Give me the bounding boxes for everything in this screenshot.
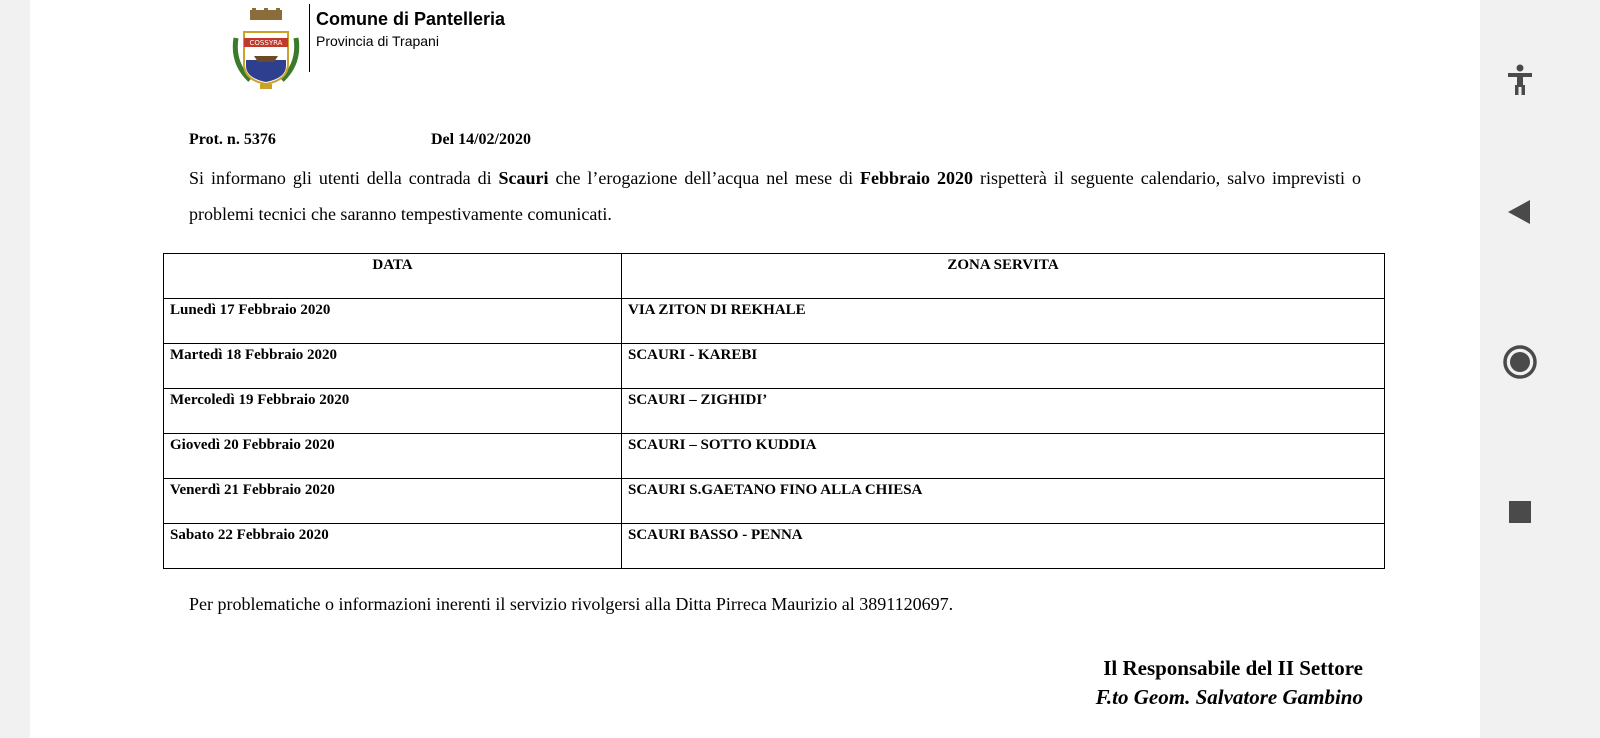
home-icon[interactable] [1500, 342, 1540, 382]
protocol-date: Del 14/02/2020 [431, 131, 531, 148]
date-cell: Lunedì 17 Febbraio 2020 [164, 299, 622, 344]
province-name: Provincia di Trapani [316, 33, 439, 49]
protocol-number: Prot. n. 5376 [189, 131, 276, 148]
table-row [164, 299, 1385, 344]
water-schedule-table [163, 253, 1385, 569]
zone-cell: SCAURI S.GAETANO FINO ALLA CHIESA [622, 479, 1385, 524]
date-cell: Mercoledì 19 Febbraio 2020 [164, 389, 622, 434]
table-row [164, 479, 1385, 524]
date-cell: Venerdì 21 Febbraio 2020 [164, 479, 622, 524]
municipal-crest [230, 8, 302, 90]
zone-cell: VIA ZITON DI REKHALE [622, 299, 1385, 344]
system-nav-bar [1480, 0, 1600, 738]
place-name: Scauri [498, 168, 549, 188]
document-page [30, 0, 1480, 738]
table-row [164, 524, 1385, 569]
signatory-name: F.to Geom. Salvatore Gambino [1095, 685, 1363, 709]
municipality-name: Comune di Pantelleria [316, 9, 506, 29]
signature-block [1096, 654, 1363, 712]
header-data: DATA [164, 254, 622, 299]
month-name: Febbraio 2020 [860, 168, 973, 188]
back-icon[interactable] [1500, 192, 1540, 232]
table-row [164, 389, 1385, 434]
recents-icon[interactable] [1500, 492, 1540, 532]
date-cell: Sabato 22 Febbraio 2020 [164, 524, 622, 569]
date-cell: Martedì 18 Febbraio 2020 [164, 344, 622, 389]
zone-cell: SCAURI BASSO - PENNA [622, 524, 1385, 569]
svg-text:COSSYRA: COSSYRA [249, 39, 283, 47]
table-row [164, 344, 1385, 389]
table-row [164, 434, 1385, 479]
table-header-row [164, 254, 1385, 299]
zone-cell: SCAURI – SOTTO KUDDIA [622, 434, 1385, 479]
zone-cell: SCAURI - KAREBI [622, 344, 1385, 389]
intro-paragraph: Si informano gli utenti della contrada di Scauri che l’erogazione dell’acqua nel mese di Febbraio 2020 rispetterà il seguente calendario, salvo imprevisti o problemi tecnici che saranno tempestivamente comunicati. [189, 168, 1361, 224]
date-cell: Giovedì 20 Febbraio 2020 [164, 434, 622, 479]
zone-cell: SCAURI – ZIGHIDI’ [622, 389, 1385, 434]
contact-note: Per problematiche o informazioni inerenti il servizio rivolgersi alla Ditta Pirreca Maurizio al 3891120697. [189, 594, 954, 614]
accessibility-icon[interactable] [1500, 60, 1540, 100]
header-zona-servita: ZONA SERVITA [622, 254, 1385, 299]
signatory-title: Il Responsabile del II Settore [1103, 656, 1363, 680]
header-divider [309, 4, 310, 72]
